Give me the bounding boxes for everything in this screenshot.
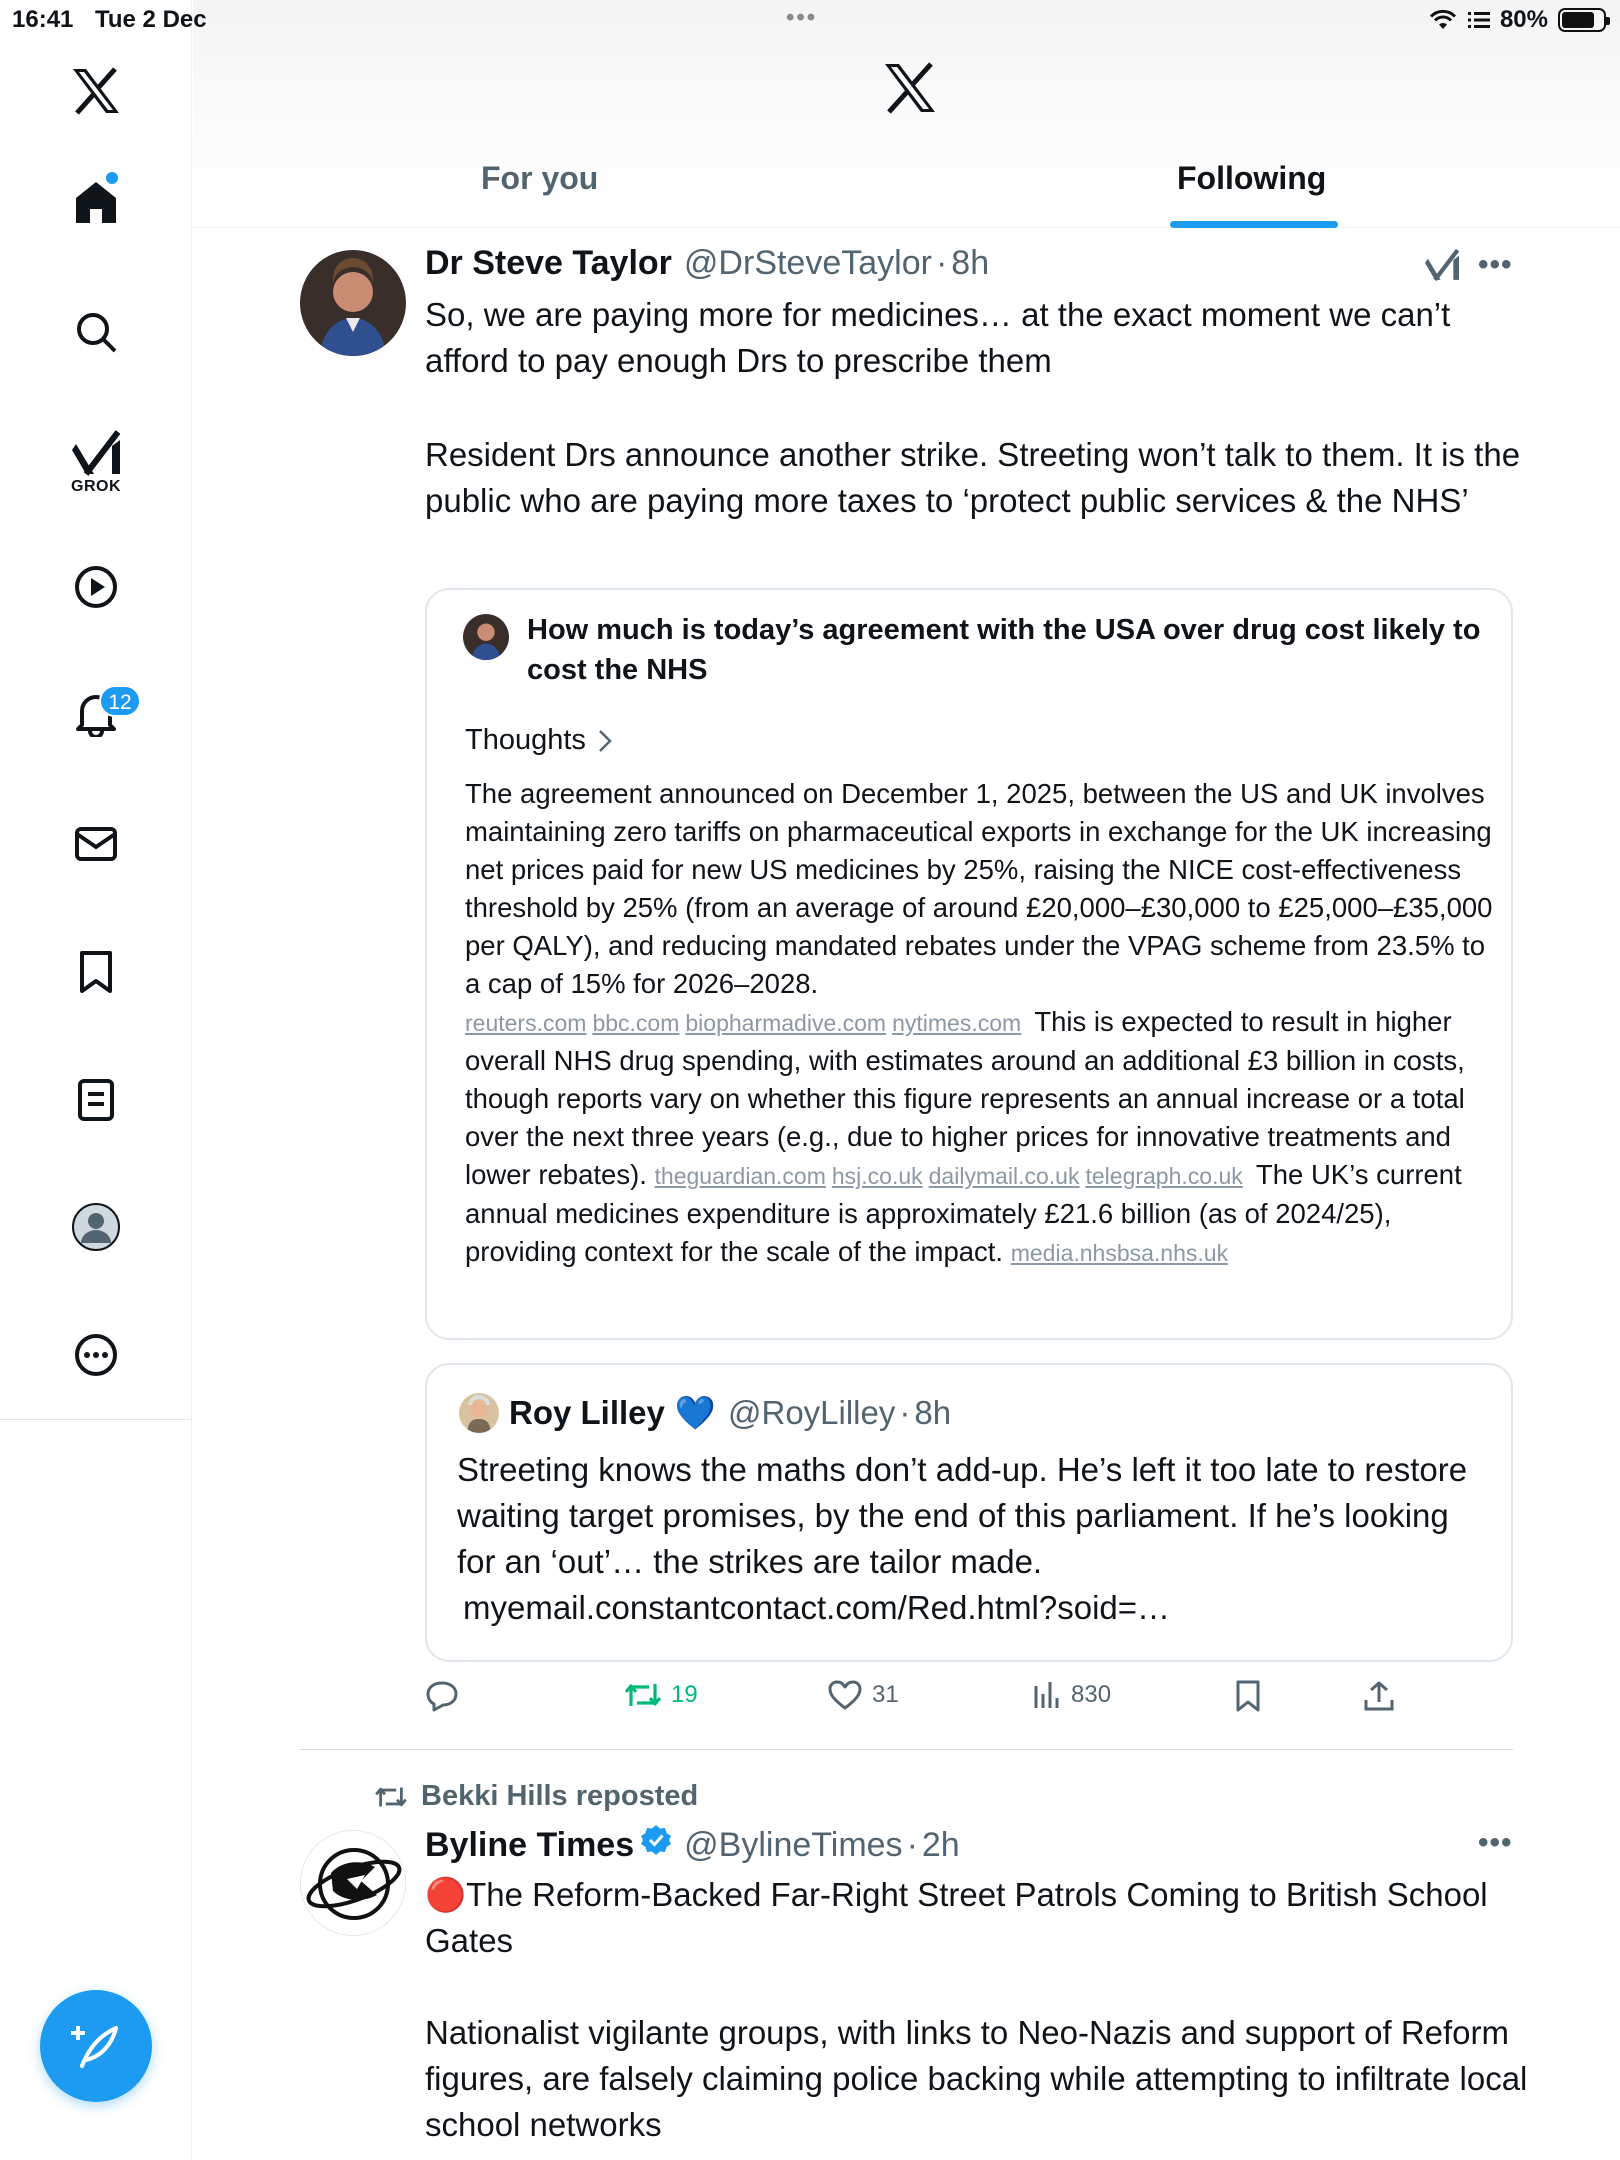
dot-separator: ·	[935, 244, 948, 282]
repost-by-label: Bekki Hills reposted	[421, 1780, 699, 1812]
nav-more[interactable]	[0, 1325, 192, 1385]
tweet-more-icon[interactable]: •••	[1478, 1826, 1513, 1859]
like-button[interactable]	[828, 1680, 899, 1710]
quoted-link[interactable]: myemail.constantcontact.com/Red.html?soid=…	[463, 1589, 1171, 1626]
tweet-time[interactable]: 8h	[951, 244, 990, 282]
nav-grok[interactable]	[0, 425, 192, 500]
quoted-time: 8h	[914, 1394, 952, 1431]
thoughts-label: Thoughts	[465, 724, 586, 756]
grok-answer-card[interactable]	[425, 588, 1513, 1340]
quoted-author-name: Roy Lilley	[509, 1394, 665, 1431]
verified-badge-icon	[640, 1824, 672, 1856]
reply-icon	[425, 1680, 459, 1712]
nav-profile[interactable]	[0, 1197, 192, 1257]
tweet-actions	[425, 1680, 1425, 1720]
grok-question-avatar	[463, 614, 509, 660]
battery-percent: 80%	[1499, 6, 1548, 33]
quoted-author-handle: @RoyLilley	[727, 1394, 896, 1431]
share-button[interactable]	[1363, 1680, 1395, 1712]
list-document-icon	[77, 1078, 115, 1122]
avatar[interactable]	[300, 250, 406, 356]
tab-for-you[interactable]: For you	[481, 160, 599, 196]
multitasking-dots-icon[interactable]: •••	[786, 4, 818, 31]
answer-part2: This is expected to result in higher overall NHS drug spending, with estimates around an additional £3 billion in costs, though reports vary on whether this figure represents an annual increase or a total over the next three years (e.g., due to higher prices for innovative treatments and lower rebates).	[465, 1006, 1465, 1190]
active-tab-indicator	[1170, 221, 1338, 228]
author-name[interactable]: Byline Times	[425, 1826, 635, 1864]
share-icon	[1363, 1680, 1395, 1712]
tab-following[interactable]: Following	[1177, 160, 1327, 196]
focus-list-icon	[1468, 11, 1490, 29]
x-header-logo-icon	[883, 62, 937, 119]
grok-explain-icon[interactable]	[1425, 248, 1459, 287]
chevron-right-icon	[598, 729, 612, 753]
source-link[interactable]: nytimes.com	[892, 1010, 1022, 1036]
tweet-text-para2: Resident Drs announce another strike. Streeting won’t talk to them. It is the public who are paying more taxes to ‘protect public services & the NHS’	[425, 436, 1521, 519]
author-handle[interactable]: @DrSteveTaylor	[683, 244, 932, 282]
nav-lists[interactable]	[0, 1070, 192, 1130]
author-name[interactable]: Dr Steve Taylor	[425, 244, 672, 282]
status-date: Tue 2 Dec	[95, 6, 207, 33]
source-link[interactable]: hsj.co.uk	[831, 1163, 923, 1189]
quoted-tweet-card[interactable]	[425, 1363, 1513, 1662]
rail-divider	[0, 1419, 192, 1420]
source-link[interactable]: reuters.com	[465, 1010, 587, 1036]
thoughts-toggle[interactable]	[465, 724, 612, 757]
bookmark-button[interactable]	[1235, 1680, 1261, 1712]
profile-avatar-icon	[71, 1202, 121, 1252]
nav-messages[interactable]	[0, 814, 192, 874]
source-link[interactable]: telegraph.co.uk	[1085, 1163, 1243, 1189]
nav-home[interactable]	[0, 172, 192, 232]
quoted-text-body: Streeting knows the maths don’t add-up. He’s left it too late to restore waiting target promises, by the end of this parliament. If he’s looking for an ‘out’… the strikes are tailor made.	[457, 1451, 1468, 1580]
home-unread-dot	[106, 172, 118, 184]
source-link[interactable]: theguardian.com	[654, 1163, 826, 1189]
views-button[interactable]	[1033, 1680, 1111, 1710]
source-link[interactable]: bbc.com	[592, 1010, 680, 1036]
x-logo-icon[interactable]	[0, 58, 192, 124]
bookmark-icon	[78, 950, 114, 994]
reply-button[interactable]	[425, 1680, 459, 1712]
grok-label: GROK	[71, 477, 121, 495]
repost-small-icon	[375, 1784, 407, 1810]
nav-notifications[interactable]	[0, 684, 192, 744]
search-icon	[75, 311, 117, 353]
battery-icon	[1558, 8, 1606, 32]
home-icon	[73, 179, 119, 225]
tweet-text: Nationalist vigilante groups, with links to Neo-Nazis and support of Reform figures, are falsely claiming police backing while attempting to infiltrate local school networks	[425, 2014, 1528, 2143]
dot-separator: ·	[899, 1394, 911, 1431]
like-count: 31	[872, 1681, 899, 1708]
nav-bookmarks[interactable]	[0, 942, 192, 1002]
more-circle-icon	[74, 1333, 118, 1377]
status-time: 16:41	[12, 6, 74, 33]
grok-answer-body	[465, 775, 1495, 1272]
grok-question: How much is today’s agreement with the USA over drug cost likely to cost the NHS	[527, 614, 1481, 686]
status-bar	[0, 0, 1620, 40]
retweet-button[interactable]	[625, 1680, 698, 1710]
avatar[interactable]	[300, 1830, 406, 1936]
dot-separator: ·	[906, 1826, 918, 1864]
nav-search[interactable]	[0, 302, 192, 362]
retweet-count: 19	[671, 1681, 698, 1708]
compose-feather-icon	[70, 2020, 122, 2072]
source-link[interactable]: biopharmadive.com	[685, 1010, 887, 1036]
answer-part1: The agreement announced on December 1, 2025, between the US and UK involves maintaining zero tariffs on pharmaceutical exports in exchange for the UK increasing net prices paid for new US medicines by 25%, raising the NICE cost-effectiveness threshold by 25% (from an average of around £20,000–£30,000 to £25,000–£35,000 per QALY), and reducing mandated rebates under the VPAG scheme from 23.5% to a cap of 15% for 2026–2028.	[465, 778, 1493, 999]
compose-post-button[interactable]	[40, 1990, 152, 2102]
quoted-avatar	[459, 1393, 499, 1433]
grok-icon	[72, 430, 120, 476]
notifications-badge: 12	[99, 685, 141, 717]
tweet-text-line1: So, we are paying more for medicines… at the exact moment we can’t afford to pay enough Drs to prescribe them	[425, 296, 1451, 379]
tweet-title: 🔴The Reform-Backed Far-Right Street Patrols Coming to British School Gates	[425, 1876, 1488, 1959]
tweet-more-icon[interactable]: •••	[1478, 248, 1513, 281]
left-navigation-rail	[0, 0, 192, 2160]
nav-video[interactable]	[0, 557, 192, 617]
retweet-icon	[625, 1680, 661, 1710]
heart-icon	[828, 1680, 862, 1710]
tweet-divider	[300, 1749, 1513, 1750]
bookmark-icon	[1235, 1680, 1261, 1712]
blue-heart-icon: 💙	[674, 1393, 716, 1431]
answer-part3: The UK’s current annual medicines expenditure is approximately £21.6 billion (as of 2024/25), providing context for the scale of the impact.	[465, 1159, 1462, 1267]
play-circle-icon	[74, 565, 118, 609]
views-bar-chart-icon	[1033, 1680, 1061, 1710]
author-handle[interactable]: @BylineTimes	[684, 1826, 903, 1864]
quoted-text	[457, 1447, 1487, 1631]
repost-indicator[interactable]	[375, 1780, 698, 1813]
wifi-icon	[1428, 9, 1458, 31]
mail-icon	[74, 826, 118, 862]
view-count: 830	[1071, 1681, 1112, 1708]
source-link[interactable]: media.nhsbsa.nhs.uk	[1010, 1240, 1229, 1266]
source-link[interactable]: dailymail.co.uk	[928, 1163, 1080, 1189]
tweet-time[interactable]: 2h	[921, 1826, 960, 1864]
